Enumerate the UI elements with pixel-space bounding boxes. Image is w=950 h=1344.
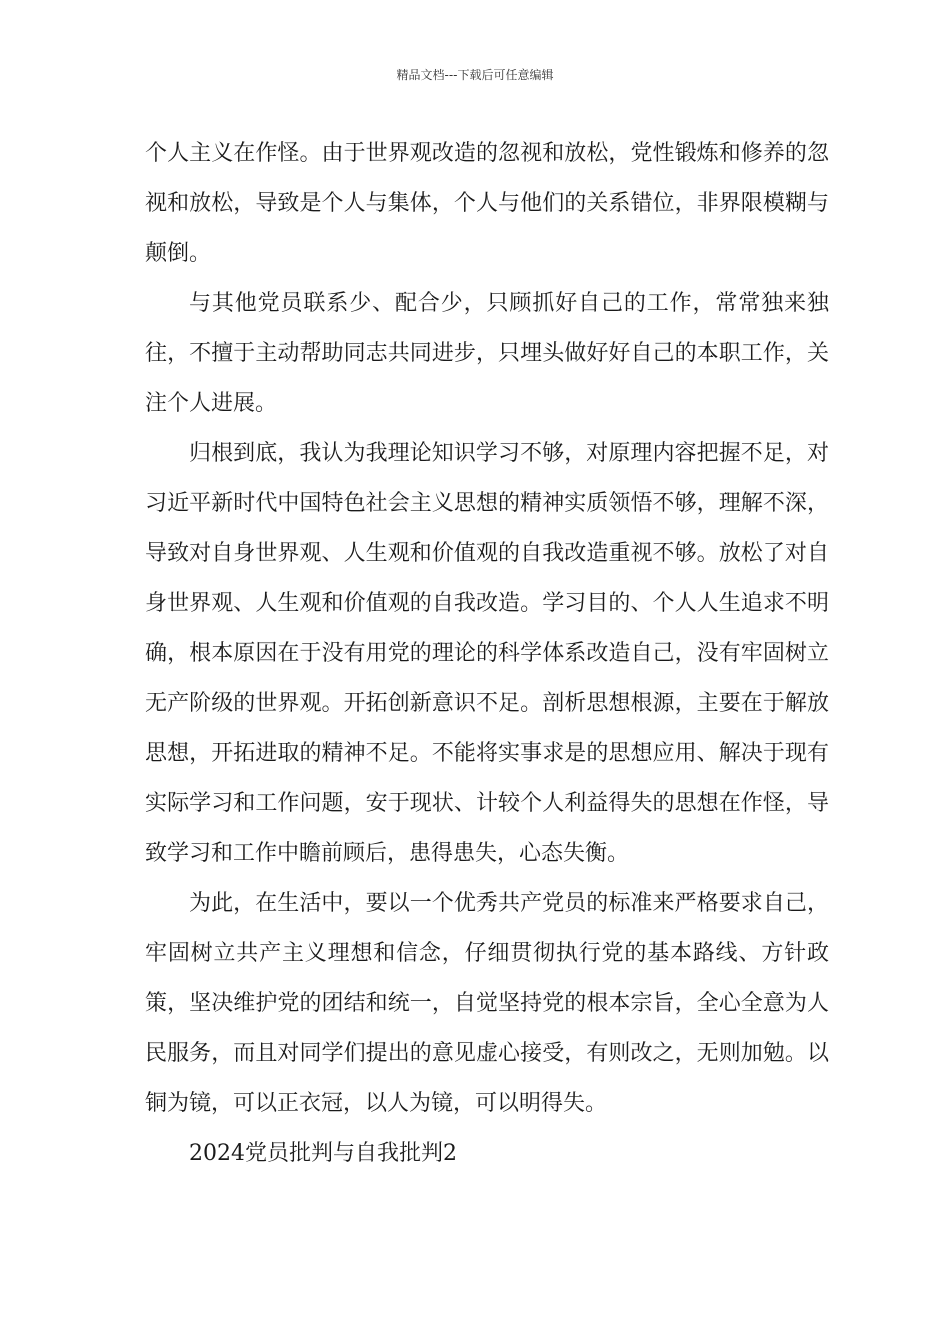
paragraph-1: 个人主义在作怪。由于世界观改造的忽视和放松，党性锻炼和修养的忽视和放松，导致是个人与集体，个人与他们的关系错位，非界限模糊与颠倒。 [145,141,829,266]
section-title: 2024党员批判与自我批判2 [189,1141,457,1166]
document-body [145,129,829,1179]
paragraph-4: 为此，在生活中，要以一个优秀共产党员的标准来严格要求自己，牢固树立共产主义理想和信念，仔细贯彻执行党的基本路线、方针政策，坚决维护党的团结和统一，自觉坚持党的根本宗旨，全心全意为人民服务，而且对同学们提出的意见虚心接受，有则改之，无则加勉。以铜为镜，可以正衣冠，以人为镜，可以明得失。 [145,891,829,1116]
paragraph-3: 归根到底，我认为我理论知识学习不够，对原理内容把握不足，对习近平新时代中国特色社会主义思想的精神实质领悟不够，理解不深，导致对自身世界观、人生观和价值观的自我改造重视不够。放松了对自身世界观、人生观和价值观的自我改造。学习目的、个人人生追求不明确，根本原因在于没有用党的理论的科学体系改造自己，没有牢固树立无产阶级的世界观。开拓创新意识不足。剖析思想根源，主要在于解放思想，开拓进取的精神不足。不能将实事求是的思想应用、解决于现有实际学习和工作问题，安于现状、计较个人利益得失的思想在作怪，导致学习和工作中瞻前顾后，患得患失，心态失衡。 [145,441,829,866]
paragraph-2: 与其他党员联系少、配合少，只顾抓好自己的工作，常常独来独往，不擅于主动帮助同志共同进步，只埋头做好好自己的本职工作，关注个人进展。 [145,291,829,416]
page-header: 精品文档---下载后可任意编辑 [396,68,554,82]
